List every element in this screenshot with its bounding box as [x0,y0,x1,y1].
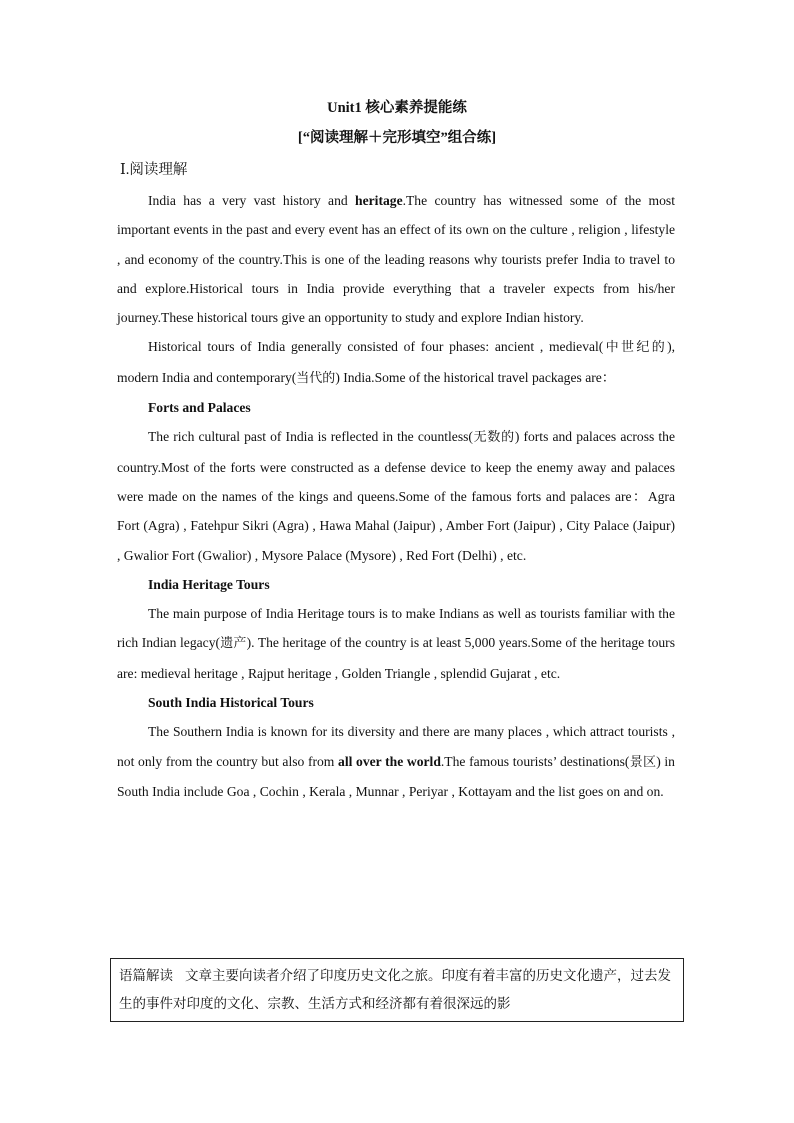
text-run: The main purpose of India Heritage tours is to make Indians as well as tourists familiar with the rich Indian legacy( [117,606,675,651]
chinese-gloss: 景区 [629,754,657,770]
text-run: Historical tours of India generally consisted of four phases: ancient , medieval( [148,339,604,355]
subheading-south-india: South India Historical Tours [148,695,314,711]
text-run: ). The heritage of the country is at least 5,000 years.Some of the heritage tours are: medieval heritage , Rajput heritage , Golden Triangle , splendid Gujarat , etc. [117,635,675,681]
paragraph-5 [117,717,675,806]
chinese-gloss: 无数的 [472,430,515,446]
text-run: ) in South India include Goa , Cochin , Kerala , Munnar , Periyar , Kottayam and the list goes on and on. [117,753,675,799]
subheading-forts: Forts and Palaces [148,400,251,416]
text-run: ) forts and palaces across the country.Most of the forts were constructed as a defense device to keep the enemy away and palaces were made on the names of the kings and queens.Some of the famous forts and palaces are：Agra Fort (Agra) , Fatehpur Sikri (Agra) , Hawa Mahal (Jaipur) , Amber Fort (Jaipur) , City Palace (Jaipur) , Gwalior Fort (Gwalior) , Mysore Palace (Mysore) , Red Fort (Delhi) , etc. [117,429,676,563]
chinese-gloss: 当代的 [296,370,336,386]
paragraph-4 [117,599,675,688]
analysis-text: 文章主要向读者介绍了印度历史文化之旅。印度有着丰富的历史文化遗产，过去发生的事件对印度的文化、宗教、生活方式和经济都有着很深远的影 [119,968,671,1012]
text-run: ) India.Some of the historical travel packages are： [335,369,616,385]
page-subtitle: [“阅读理解＋完形填空”组合练] [297,130,497,146]
reading-passage [117,186,675,806]
bold-term: heritage [355,193,403,208]
text-run: The rich cultural past of India is reflected in the countless( [148,429,473,445]
paragraph-1 [117,186,675,332]
discourse-analysis-box [110,958,684,1022]
text-run: The Southern India is known for its diversity and there are many places , which attract tourists , not only from the country but also from [117,724,675,769]
text-run: ), modern India and contemporary( [117,339,675,385]
analysis-label: 语篇解读 [119,968,173,984]
chinese-gloss: 中世纪的 [603,340,668,356]
subheading-heritage: India Heritage Tours [148,576,270,592]
bold-term: all over the world [338,753,441,769]
paragraph-3 [117,422,675,569]
page-title: Unit1 核心素养提能练 [327,100,467,116]
section-heading: Ⅰ.阅读理解 [120,162,188,178]
paragraph-2 [117,332,675,393]
text-run: India has a very vast history and [148,193,356,208]
text-run: .The famous tourists’ destinations( [440,753,630,769]
chinese-gloss: 遗产 [220,636,247,652]
text-run: .The country has witnessed some of the most important events in the past and every event has an effect of its own on the culture , religion , lifestyle , and economy of the country.This is one of the leading reasons why tourists prefer India to travel to and explore.Historical tours in India provide everything that a traveler expects from his/her journey.These historical tours give an opportunity to study and explore Indian history. [117,193,675,326]
